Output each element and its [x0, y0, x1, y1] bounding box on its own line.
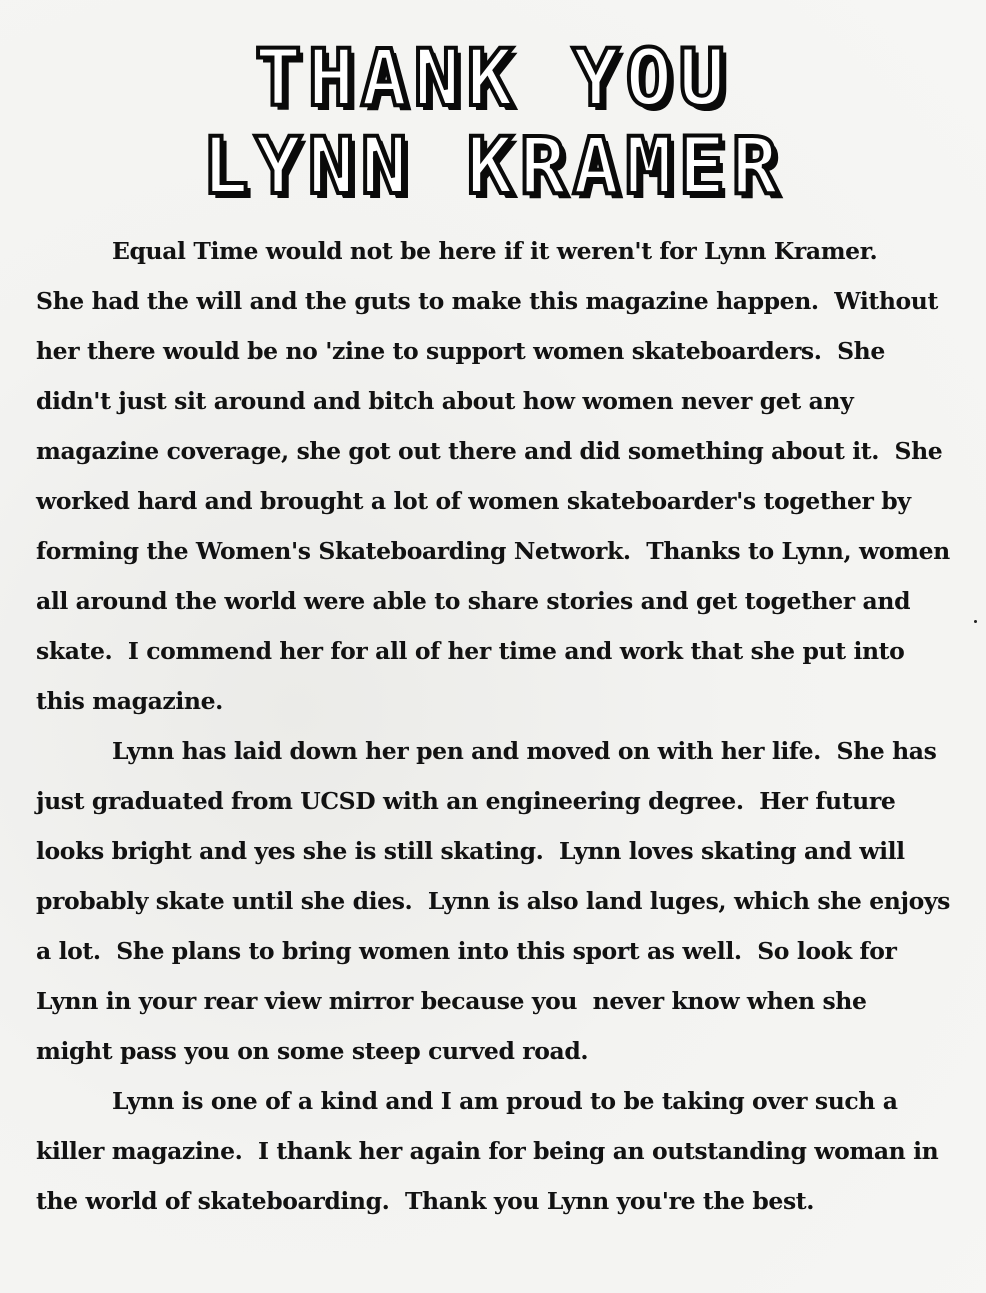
text-line: might pass you on some steep curved road. [36, 1037, 589, 1065]
text-line: killer magazine. I thank her again for being an outstanding woman in [36, 1137, 939, 1165]
text-line: this magazine. [36, 687, 223, 715]
text-line: skate. I commend her for all of her time and work that she put into [36, 637, 905, 665]
stray-ink-dot [974, 620, 977, 623]
text-line: forming the Women's Skateboarding Network. Thanks to Lynn, women [36, 537, 950, 565]
text-line: Lynn is one of a kind and I am proud to be taking over such a [112, 1087, 898, 1115]
text-line: a lot. She plans to bring women into this sport as well. So look for [36, 937, 897, 965]
text-line: her there would be no 'zine to support women skateboarders. She [36, 337, 885, 365]
text-line: magazine coverage, she got out there and did something about it. She [36, 437, 943, 465]
text-line: just graduated from UCSD with an engineering degree. Her future [36, 787, 896, 815]
text-line: worked hard and brought a lot of women skateboarder's together by [36, 487, 911, 515]
text-line: all around the world were able to share stories and get together and [36, 587, 911, 615]
text-line: Lynn in your rear view mirror because you never know when she [36, 987, 867, 1015]
title-line-2: LYNN KRAMER [201, 122, 785, 212]
title-line-1: THANK YOU [254, 34, 732, 124]
text-line: Lynn has laid down her pen and moved on with her life. She has [112, 737, 937, 765]
text-line: looks bright and yes she is still skating. Lynn loves skating and will [36, 837, 905, 865]
text-line: Equal Time would not be here if it weren't for Lynn Kramer. [112, 237, 878, 265]
text-line: She had the will and the guts to make this magazine happen. Without [36, 287, 938, 315]
text-line: the world of skateboarding. Thank you Lynn you're the best. [36, 1187, 815, 1215]
article-body [36, 226, 950, 1226]
text-line: probably skate until she dies. Lynn is also land luges, which she enjoys [36, 887, 950, 915]
text-line: didn't just sit around and bitch about how women never get any [36, 387, 854, 415]
